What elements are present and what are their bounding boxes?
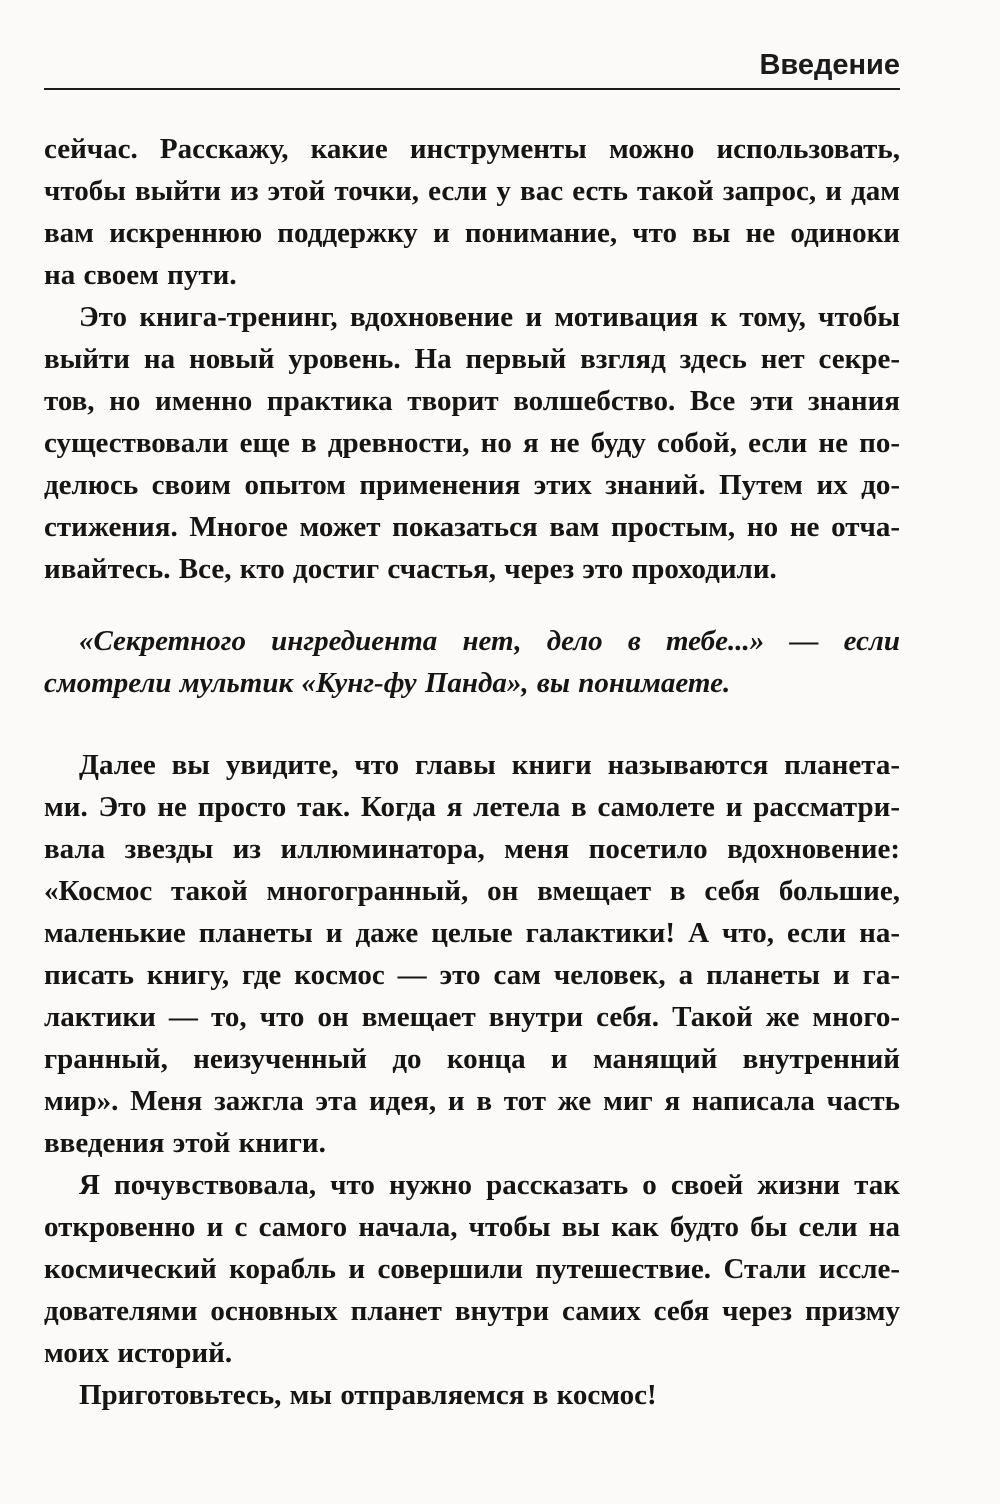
text-line: Приготовьтесь, мы отправляемся в космос! — [79, 1379, 657, 1411]
text-line: «Космос такой многогранный, он вмещает в себя большие, — [44, 875, 900, 907]
paragraph — [44, 744, 900, 1164]
text-line: ивайтесь. Все, кто достиг счастья, через это проходили. — [44, 553, 777, 585]
paragraph — [44, 296, 900, 590]
text-line: лактики — то, что он вмещает внутри себя. Такой же много- — [44, 1001, 900, 1033]
text-line: выйти на новый уровень. На первый взгляд здесь нет секре- — [44, 343, 900, 375]
text-line: моих историй. — [44, 1337, 233, 1369]
text-line: введения этой книги. — [44, 1127, 326, 1159]
text-line: ми. Это не просто так. Когда я летела в самолете и рассматри- — [44, 791, 900, 823]
text-line: сейчас. Расскажу, какие инструменты можно использовать, — [44, 133, 900, 165]
quote-paragraph — [44, 620, 900, 704]
text-line: существовали еще в древности, но я не буду собой, если не по- — [44, 427, 900, 459]
text-line: «Секретного ингредиента нет, дело в тебе...» — если — [79, 625, 900, 657]
text-line: откровенно и с самого начала, чтобы вы как будто бы сели на — [44, 1211, 900, 1243]
text-line: тов, но именно практика творит волшебство. Все эти знания — [44, 385, 900, 417]
text-line: Далее вы увидите, что главы книги называются планета- — [79, 749, 900, 781]
text-line: космический корабль и совершили путешествие. Стали иссле- — [44, 1253, 900, 1285]
header-rule — [44, 88, 900, 90]
page-header — [44, 48, 900, 82]
paragraph — [44, 128, 900, 296]
text-line: гранный, неизученный до конца и манящий внутренний — [44, 1043, 900, 1075]
text-line: делюсь своим опытом применения этих знаний. Путем их до- — [44, 469, 900, 501]
text-line: на своем пути. — [44, 259, 237, 291]
text-line: вала звезды из иллюминатора, меня посетило вдохновение: — [44, 833, 900, 865]
text-line: маленькие планеты и даже целые галактики! А что, если на- — [44, 917, 900, 949]
text-line: Это книга-тренинг, вдохновение и мотивация к тому, чтобы — [79, 301, 900, 333]
text-line: писать книгу, где космос — это сам человек, а планеты и га- — [44, 959, 900, 991]
page-body — [44, 128, 900, 1416]
running-head: Введение — [759, 49, 900, 81]
paragraph — [44, 1164, 900, 1374]
text-line: смотрели мультик «Кунг-фу Панда», вы понимаете. — [44, 667, 731, 699]
text-line: вам искреннюю поддержку и понимание, что вы не одиноки — [44, 217, 900, 249]
paragraph — [44, 1374, 900, 1416]
text-line: дователями основных планет внутри самих себя через призму — [44, 1295, 900, 1327]
text-line: Я почувствовала, что нужно рассказать о своей жизни так — [79, 1169, 900, 1201]
text-line: мир». Меня зажгла эта идея, и в тот же миг я написала часть — [44, 1085, 900, 1117]
text-line: стижения. Многое может показаться вам простым, но не отча- — [44, 511, 900, 543]
text-line: чтобы выйти из этой точки, если у вас есть такой запрос, и дам — [44, 175, 900, 207]
